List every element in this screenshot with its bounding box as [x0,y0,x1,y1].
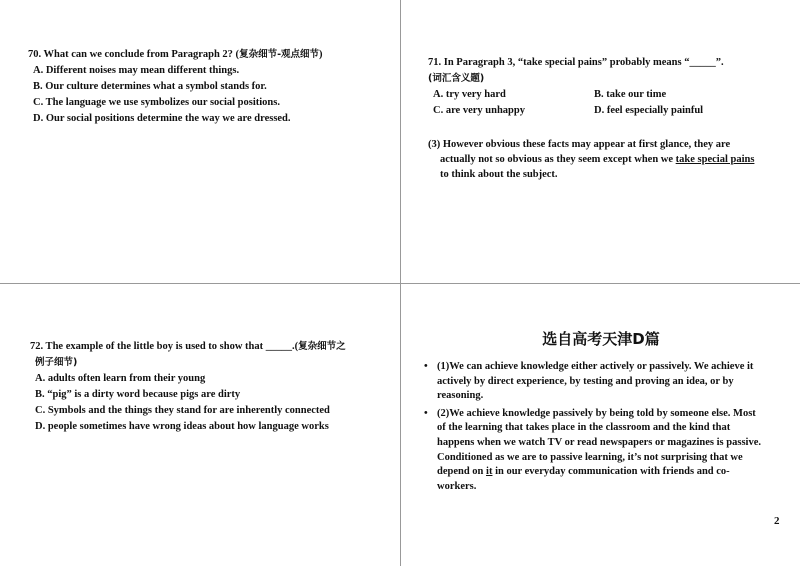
underlined-word: it [486,466,493,478]
slide-4-title: 选自高考天津D篇 [542,330,660,348]
page-number: 2 [774,515,780,527]
question-70-option-a: A. Different noises may mean different things. [33,65,240,76]
paragraph-3-line-3: to think about the subject. [440,169,558,180]
question-70-option-c: C. The language we use symbolizes our social positions. [33,97,280,108]
question-72-title-line-2: 例子细节) [35,357,78,368]
paragraph-3-line-1: (3) However obvious these facts may appear at first glance, they are [428,139,731,150]
bullet-point-2: • (2)We achieve knowledge passively by being told by someone else. Most of the learning that takes place in the classroom and the kind that happens when we watch TV or read newspapers or magazines is passive. Conditioned as we are to passive learning, it’s not surprising that we depend on it in our everyday communication with friends and co- workers. [424,407,761,492]
underlined-phrase: take special pains [675,154,755,165]
question-71-options [428,87,788,119]
paragraph-3-excerpt [428,137,788,182]
question-71-option-c: C. are very unhappy [433,105,525,116]
question-72-option-a: A. adults often learn from their young [35,373,206,384]
question-71-option-b: B. take our time [594,89,667,100]
question-72-option-b: B. “pig” is a dirty word because pigs are dirty [35,389,241,400]
question-70-option-d: D. Our social positions determine the way we are dressed. [33,113,291,124]
question-70-title: 70. What can we conclude from Paragraph 2? (复杂细节-观点细节) [28,49,323,60]
question-72-option-c: C. Symbols and the things they stand for are inherently connected [35,405,330,416]
slide-question-70 [28,47,388,127]
slide-question-71 [428,55,788,182]
question-71-subtitle: (词汇含义题) [428,73,485,84]
question-72-option-d: D. people sometimes have wrong ideas about how language works [35,421,329,432]
question-71-option-a: A. try very hard [433,89,506,100]
bullet-dot-icon: • [424,407,428,419]
question-70-option-b: B. Our culture determines what a symbol stands for. [33,81,267,92]
paragraph-3-line-2: actually not so obvious as they seem except when we take special pains [440,154,755,165]
slide-question-72 [30,339,390,435]
question-71-option-d: D. feel especially painful [594,105,704,116]
vertical-divider [400,0,401,566]
bullet-point-1: • (1)We can achieve knowledge either actively or passively. We achieve it actively by direct experience, by testing and proving an idea, or by reasoning. [424,361,754,402]
bullet-dot-icon: • [424,361,428,372]
question-72-title: 72. The example of the little boy is used to show that _____.(复杂细节之 [30,341,346,352]
slide-passage [420,329,782,497]
question-71-title: 71. In Paragraph 3, “take special pains” probably means “_____”. [428,57,724,68]
